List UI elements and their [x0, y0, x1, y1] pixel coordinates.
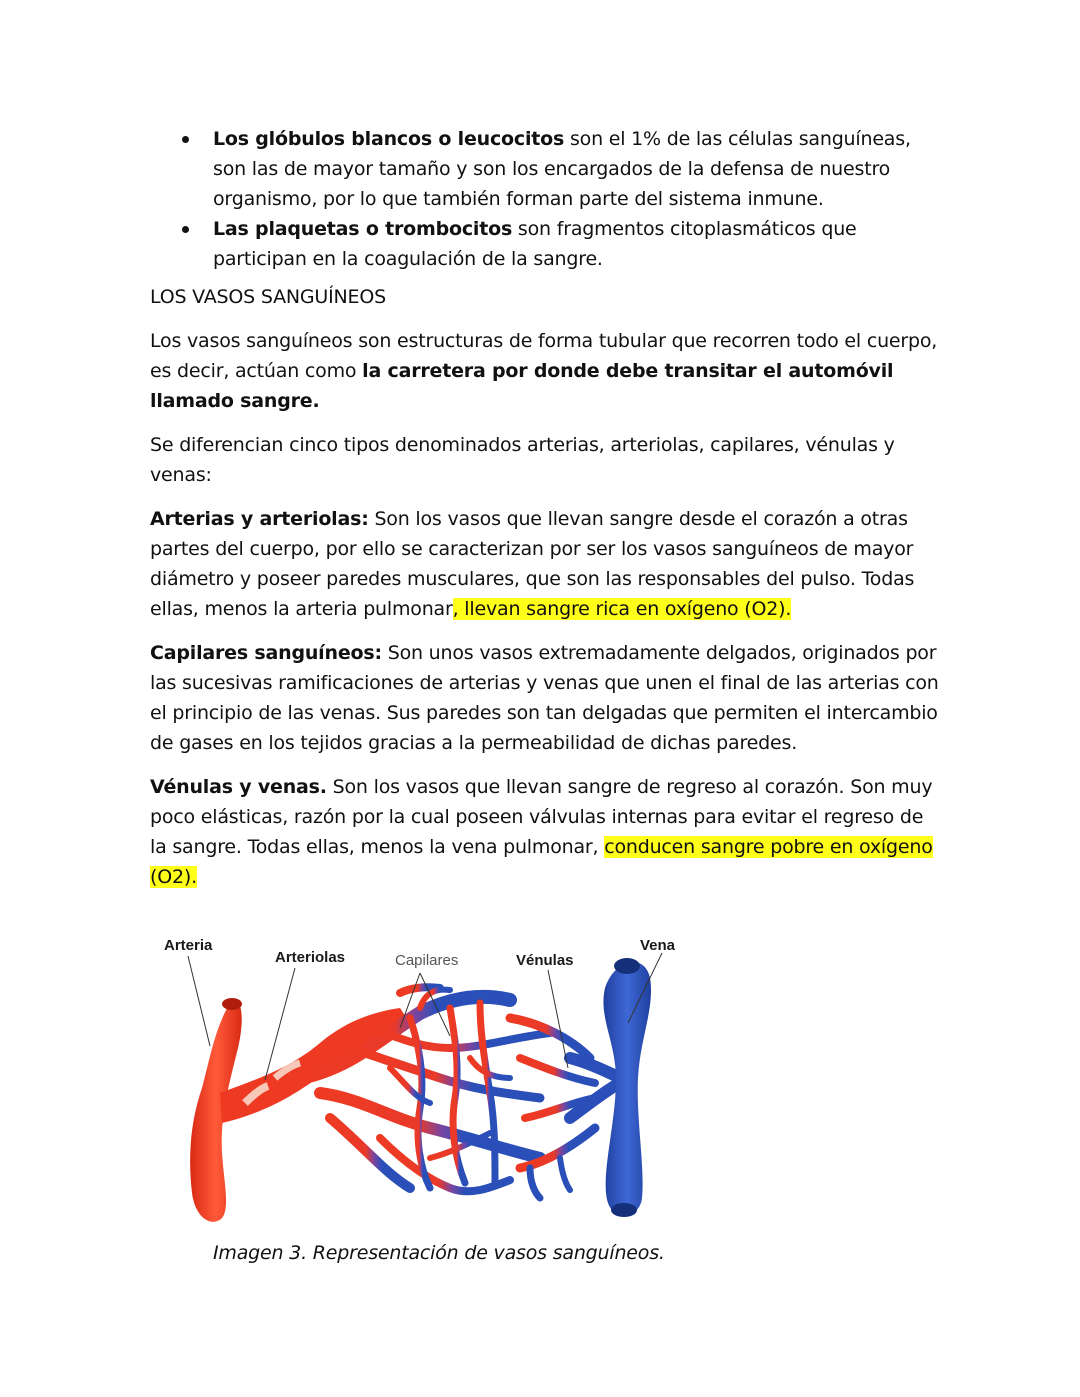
intro-paragraph [150, 326, 940, 416]
capilares-text: Son unos vasos extremadamente delgados, originados por las sucesivas ramificaciones de arterias y venas que unen el final de las arterias con el principio de las venas. Sus paredes son tan delgadas que permiten el intercambio de gases en los tejidos gracias a la permeabilidad de dichas paredes. [150, 642, 939, 754]
bullet-list [150, 124, 940, 274]
label-arteria: Arteria [164, 937, 213, 954]
venulas-text: Son los vasos que llevan sangre de regreso al corazón. Son muy poco elásticas, razón por la cual poseen válvulas internas para evitar el regreso de la sangre. Todas ellas, menos la vena pulmonar, [150, 776, 933, 858]
list-item [150, 124, 940, 214]
arterias-title: Arterias y arteriolas: [150, 508, 369, 530]
bullet-dot [182, 226, 189, 233]
arterias-text: Son los vasos que llevan sangre desde el corazón a otras partes del cuerpo, por ello se caracterizan por ser los vasos sanguíneos de mayor diámetro y poseer paredes musculares, que son las responsables del pulso. Todas ellas, menos la arteria pulmonar [150, 508, 915, 620]
list-item [150, 214, 940, 274]
bullet-dot [182, 136, 189, 143]
bullet-term: Los glóbulos blancos o leucocitos [213, 128, 565, 150]
label-capilares: Capilares [395, 952, 459, 969]
bullet-text: son el 1% de las células sanguíneas, son las de mayor tamaño y son los encargados de la defensa de nuestro organismo, por lo que también forman parte del sistema inmune. [213, 128, 911, 210]
bullet-text: son fragmentos citoplasmáticos que participan en la coagulación de la sangre. [213, 218, 857, 270]
label-venulas: Vénulas [516, 952, 574, 969]
bullet-term: Las plaquetas o trombocitos [213, 218, 513, 240]
venulas-title: Vénulas y venas. [150, 776, 327, 798]
blood-vessels-figure [150, 918, 690, 1230]
intro-bold: la carretera por donde debe transitar el automóvil llamado sangre. [150, 360, 894, 412]
document-body [150, 124, 940, 906]
venulas-highlight: conducen sangre pobre en oxígeno (O2). [150, 836, 933, 888]
section-title: LOS VASOS SANGUÍNEOS [150, 286, 386, 308]
arterias-paragraph [150, 504, 940, 624]
capillary-network [300, 987, 595, 1191]
label-vena: Vena [640, 937, 676, 954]
venulas-paragraph [150, 772, 940, 892]
types-paragraph: Se diferencian cinco tipos denominados arterias, arteriolas, capilares, vénulas y venas: [150, 434, 895, 486]
blood-vessels-illustration [150, 918, 690, 1230]
intro-text: Los vasos sanguíneos son estructuras de forma tubular que recorren todo el cuerpo, es decir, actúan como [150, 330, 938, 382]
figure-caption: Imagen 3. Representación de vasos sanguíneos. [213, 1242, 665, 1264]
capilares-title: Capilares sanguíneos: [150, 642, 382, 664]
arterias-highlight: , llevan sangre rica en oxígeno (O2). [452, 598, 792, 620]
capilares-paragraph [150, 638, 940, 758]
label-arteriolas: Arteriolas [275, 949, 346, 966]
